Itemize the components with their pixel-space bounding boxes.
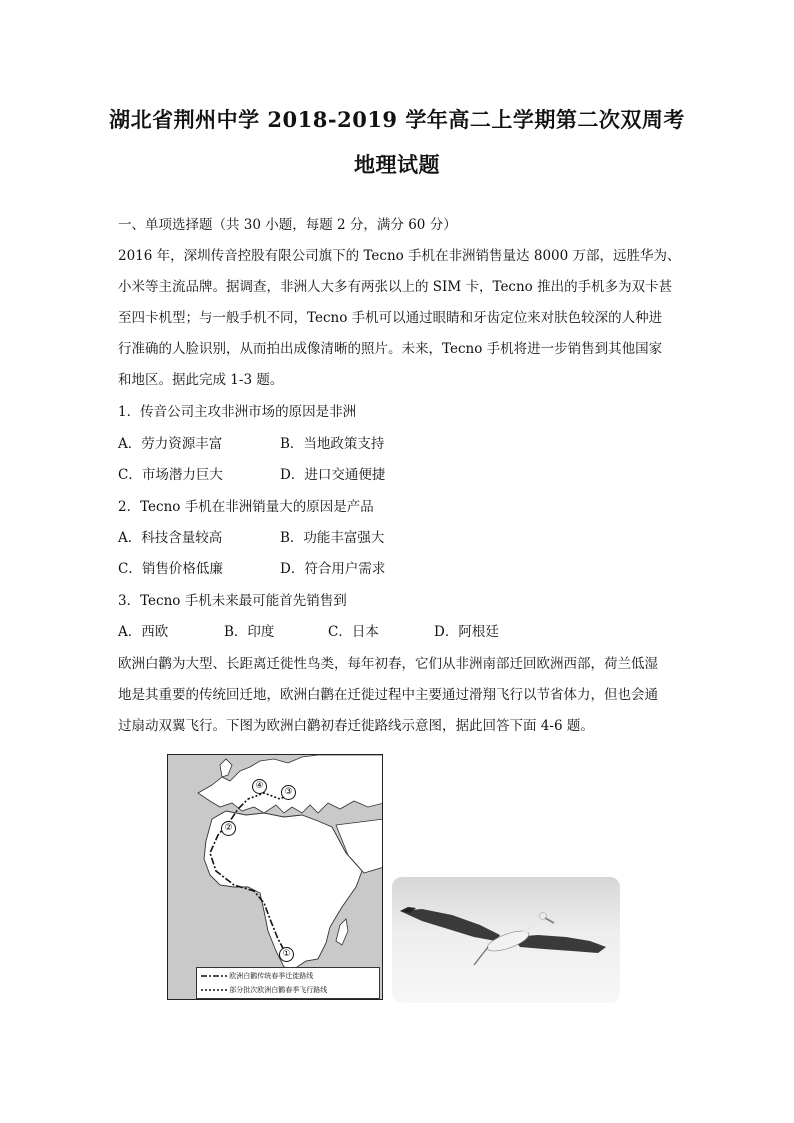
question-1-option-b: B．当地政策支持 — [280, 436, 385, 452]
question-2-option-a: A．科技含量较高 — [118, 530, 223, 546]
passage1-line: 小米等主流品牌。据调查，非洲人大多有两张以上的 SIM 卡，Tecno 推出的手机多为双卡甚 — [118, 279, 673, 295]
legend-traditional-route — [201, 972, 313, 981]
question-2-option-b: B．功能丰富强大 — [280, 530, 385, 546]
stork-legs — [474, 947, 488, 965]
question-3-option-b: B．印度 — [224, 624, 275, 640]
map-marker-2: ② — [221, 821, 236, 836]
africa-europe-map-graphic — [168, 755, 383, 1000]
stork-illustration — [392, 877, 620, 1003]
legend-partial-route — [201, 986, 327, 995]
migration-map — [167, 754, 383, 1000]
question-3-stem: 3．Tecno 手机未来最可能首先销售到 — [118, 593, 347, 609]
map-marker-3: ③ — [281, 785, 296, 800]
passage2-line: 欧洲白鹳为大型、长距离迁徙性鸟类，每年初春，它们从非洲南部迁回欧洲西部，荷兰低湿 — [118, 656, 658, 672]
legend-traditional-route-label: 欧洲白鹳传统春季迁徙路线 — [229, 972, 314, 980]
map-marker-1: ① — [279, 947, 294, 962]
question-2-stem: 2．Tecno 手机在非洲销量大的原因是产品 — [118, 499, 374, 515]
question-3-option-c: C．日本 — [328, 624, 379, 640]
map-legend — [196, 967, 380, 999]
legend-partial-route-label: 部分批次欧洲白鹳春季飞行路线 — [229, 986, 328, 994]
passage2-line: 地是其重要的传统回迁地，欧洲白鹳在迁徙过程中主要通过滑翔飞行以节省体力，但也会通 — [118, 687, 658, 703]
stork-neck — [524, 917, 542, 933]
stork-left-wing — [400, 909, 500, 941]
question-2-option-d: D．符合用户需求 — [280, 561, 386, 577]
passage1-line: 行准确的人脸识别，从而拍出成像清晰的照片。未来，Tecno 手机将进一步销售到其他国家 — [118, 341, 663, 357]
question-3-option-d: D．阿根廷 — [434, 624, 499, 640]
passage2-line: 过扇动双翼飞行。下图为欧洲白鹳初春迁徙路线示意图，据此回答下面 4-6 题。 — [118, 718, 594, 734]
question-1-option-d: D．进口交通便捷 — [280, 467, 386, 483]
exam-subject: 地理试题 — [354, 152, 440, 177]
madagascar-landmass — [336, 919, 348, 945]
question-2-option-c: C．销售价格低廉 — [118, 561, 223, 577]
exam-title: 湖北省荆州中学 2018-2019 学年高二上学期第二次双周考 — [109, 107, 685, 132]
passage1-line: 和地区。据此完成 1-3 题。 — [118, 372, 284, 388]
passage1-line: 2016 年，深圳传音控股有限公司旗下的 Tecno 手机在非洲销售量达 8000 万部，远胜华为、 — [118, 248, 681, 264]
section-heading: 一、单项选择题（共 30 小题，每题 2 分，满分 60 分） — [118, 217, 457, 233]
stork-beak — [545, 918, 554, 923]
question-1-option-a: A．劳力资源丰富 — [118, 436, 223, 452]
britain-landmass — [220, 759, 232, 777]
stork-photo — [392, 877, 620, 1003]
question-1-stem: 1．传音公司主攻非洲市场的原因是非洲 — [118, 404, 357, 420]
map-marker-4: ④ — [252, 779, 267, 794]
question-3-option-a: A．西欧 — [118, 624, 169, 640]
passage1-line: 至四卡机型；与一般手机不同，Tecno 手机可以通过眼睛和牙齿定位来对肤色较深的人种进 — [118, 310, 663, 326]
question-1-option-c: C．市场潜力巨大 — [118, 467, 223, 483]
